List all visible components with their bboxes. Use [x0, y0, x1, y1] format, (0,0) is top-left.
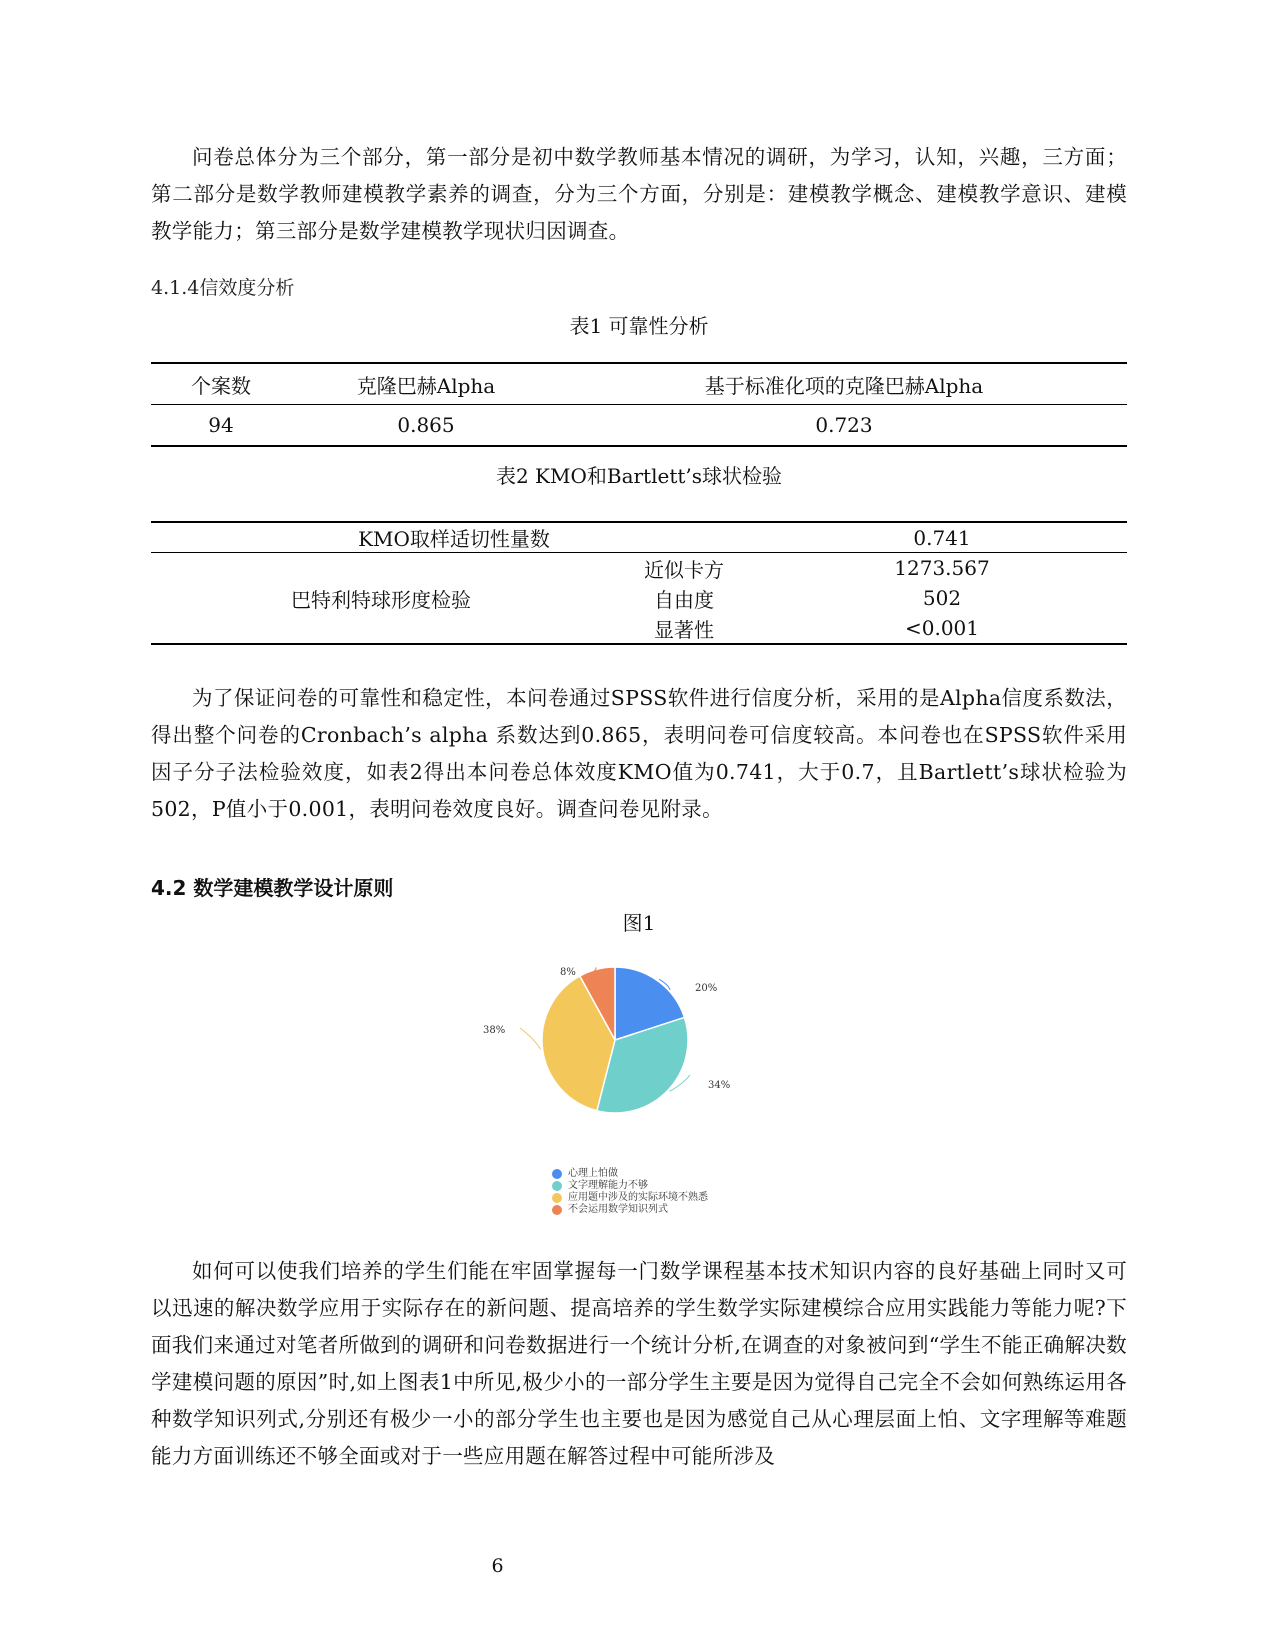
page-number: 6 — [491, 1555, 504, 1577]
figure-caption: 图1 — [622, 911, 656, 935]
data-label: 8% — [560, 967, 576, 978]
legend-item — [552, 1192, 708, 1204]
table-cell: 94 — [208, 413, 234, 437]
chart-legend — [552, 1168, 708, 1216]
legend-label: 文字理解能力不够 — [568, 1180, 648, 1191]
leader-line — [520, 1028, 541, 1049]
kmo-value-cell: 0.741 — [757, 522, 1127, 553]
paragraph-reliability-analysis: 为了保证问卷的可靠性和稳定性，本问卷通过SPSS软件进行信度分析，采用的是Alpha信度系数法，得出整个问卷的Cronbach’s alpha 系数达到0.865，表明问卷可信度较高。本问卷也在SPSS软件采用因子分子法检验效度，如表2得出本问卷总体效度KMO值为0.741，大于0.7，且Bartlett’s球状检验为502，P值小于0.001，表明问卷效度良好。调查问卷见附录。 — [151, 686, 1127, 821]
paragraph-survey-discussion: 如何可以使我们培养的学生们能在牢固掌握每一门数学课程基本技术知识内容的良好基础上同时又可以迅速的解决数学应用于实际存在的新问题、提高培养的学生数学实际建模综合应用实践能力等能力呢?下面我们来通过对笔者所做到的调研和问卷数据进行一个统计分析,在调查的对象被问到“学生不能正确解决数学建模问题的原因”时,如上图表1中所见,极少小的一部分学生主要是因为觉得自己完全不会如何熟练运用各种数学知识列式,分别还有极少一小的部分学生也主要也是因为感觉自己从心理层面上怕、文字理解等难题能力方面训练还不够全面或对于一些应用题在解答过程中可能所涉及 — [151, 1259, 1127, 1468]
table-header-cell: 个案数 — [151, 363, 291, 405]
kmo-label-cell: KMO取样适切性量数 — [151, 522, 757, 553]
paragraph-survey-structure: 问卷总体分为三个部分，第一部分是初中数学教师基本情况的调研，为学习，认知，兴趣，三方面；第二部分是数学教师建模教学素养的调查，分为三个方面，分别是：建模教学概念、建模教学意识、建模教学能力；第三部分是数学建模教学现状归因调查。 — [151, 145, 1127, 243]
table-cell: 自由度 — [654, 587, 714, 612]
legend-swatch — [552, 1193, 562, 1203]
bartlett-label-cell: 巴特利特球形度检验 — [291, 587, 471, 612]
table1-caption: 表1 可靠性分析 — [569, 314, 709, 338]
legend-label: 不会运用数学知识列式 — [568, 1204, 668, 1215]
legend-item — [552, 1204, 708, 1216]
table-cell: <0.001 — [904, 616, 979, 640]
legend-label: 应用题中涉及的实际环境不熟悉 — [568, 1192, 708, 1203]
table-row — [151, 405, 1127, 447]
table-cell: 1273.567 — [894, 556, 990, 580]
reliability-table — [151, 362, 1127, 447]
data-label: 20% — [695, 983, 718, 994]
data-label: 34% — [708, 1080, 731, 1091]
table-cell: 显著性 — [654, 617, 714, 642]
table-cell: 502 — [922, 586, 962, 610]
data-label: 38% — [483, 1025, 506, 1036]
kmo-bartlett-table — [151, 521, 1127, 645]
pie-chart — [480, 950, 780, 1160]
legend-item — [552, 1180, 708, 1192]
subsection-title: 4.1.4信效度分析 — [151, 277, 295, 299]
table-cell: 0.865 — [397, 413, 455, 437]
table-header-cell: 基于标准化项的克隆巴赫Alpha — [561, 363, 1127, 405]
legend-item — [552, 1168, 708, 1180]
table-cell: 近似卡方 — [644, 557, 724, 582]
table-header-row — [151, 363, 1127, 405]
legend-swatch — [552, 1205, 562, 1215]
table-cell: 0.723 — [815, 413, 873, 437]
table-header-cell: 克隆巴赫Alpha — [291, 363, 561, 405]
table-row — [151, 522, 1127, 553]
table-row — [151, 553, 1127, 584]
section-heading: 4.2 数学建模教学设计原则 — [151, 876, 394, 900]
legend-label: 心理上怕做 — [568, 1168, 618, 1179]
legend-swatch — [552, 1181, 562, 1191]
table2-caption: 表2 KMO和Bartlett’s球状检验 — [495, 464, 783, 488]
legend-swatch — [552, 1169, 562, 1179]
